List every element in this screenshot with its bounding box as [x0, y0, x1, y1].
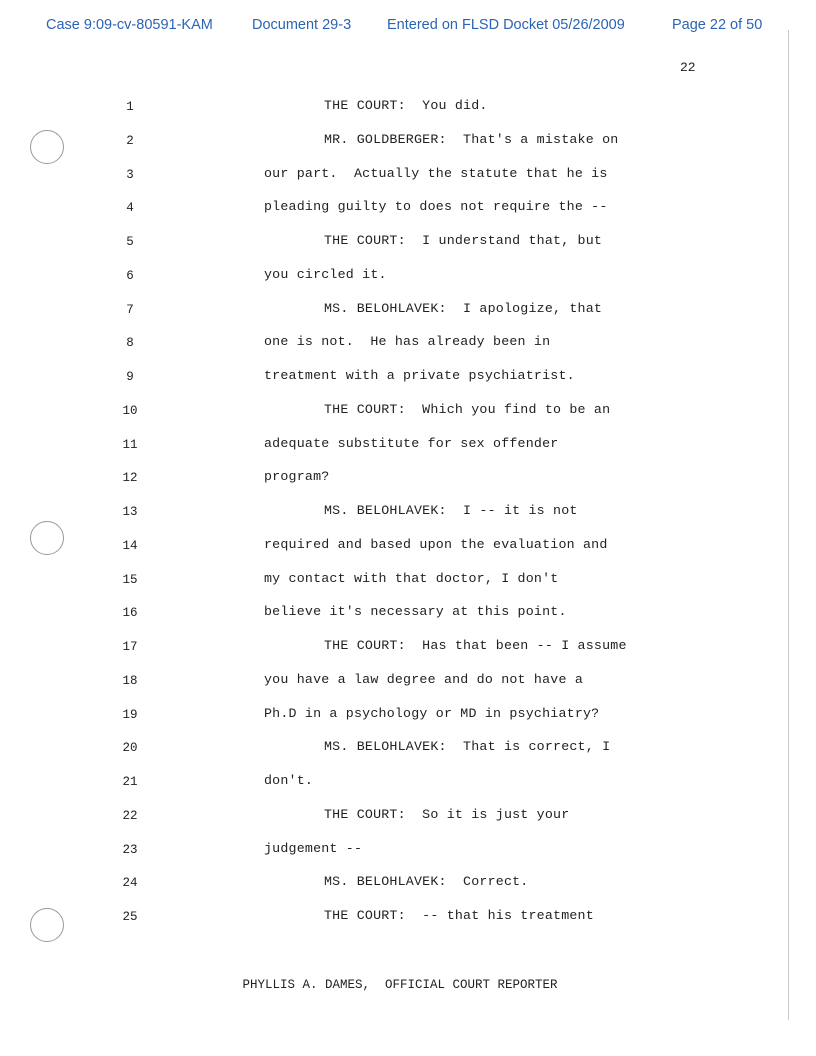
line-text: THE COURT: I understand that, but	[324, 233, 603, 248]
line-text: THE COURT: Has that been -- I assume	[324, 638, 627, 653]
line-text: MS. BELOHLAVEK: I -- it is not	[324, 503, 578, 518]
court-reporter-footer: PHYLLIS A. DAMES, OFFICIAL COURT REPORTER	[242, 978, 558, 992]
line-text: program?	[264, 469, 330, 485]
right-margin-rule	[788, 30, 789, 1020]
page-of-total: Page 22 of 50	[672, 17, 763, 33]
line-number: 7	[126, 302, 134, 317]
line-text: MS. BELOHLAVEK: That is correct, I	[324, 739, 611, 755]
line-text: treatment with a private psychiatrist.	[264, 368, 575, 383]
line-number: 16	[122, 606, 138, 621]
line-number: 14	[122, 538, 138, 553]
line-text: you have a law degree and do not have a	[264, 671, 583, 687]
line-number: 4	[126, 201, 134, 216]
line-number: 12	[122, 471, 138, 486]
line-number: 23	[122, 842, 138, 857]
line-text: believe it's necessary at this point.	[264, 604, 567, 620]
line-text: THE COURT: You did.	[324, 98, 488, 113]
line-number: 13	[122, 505, 138, 519]
case-number: Case 9:09-cv-80591-KAM	[46, 17, 213, 33]
line-number: 2	[126, 133, 134, 148]
line-number: 19	[122, 707, 138, 722]
line-text: THE COURT: So it is just your	[324, 806, 570, 822]
line-text: MR. GOLDBERGER: That's a mistake on	[324, 131, 619, 147]
entered-on-docket: Entered on FLSD Docket 05/26/2009	[387, 17, 625, 33]
punch-hole-bottom	[30, 908, 64, 942]
line-text: MS. BELOHLAVEK: Correct.	[324, 874, 529, 890]
line-text: THE COURT: -- that his treatment	[324, 908, 594, 923]
line-number: 25	[122, 910, 138, 924]
line-text: our part. Actually the statute that he is	[264, 165, 608, 181]
line-number: 9	[126, 370, 134, 384]
line-text: one is not. He has already been in	[264, 334, 551, 350]
line-number: 1	[126, 100, 134, 114]
line-text: you circled it.	[264, 266, 387, 282]
line-number: 15	[122, 572, 138, 587]
line-text: judgement --	[264, 840, 363, 856]
document-number: Document 29-3	[252, 17, 352, 33]
transcript-page-number: 22	[680, 60, 696, 75]
line-number: 6	[126, 268, 134, 283]
line-number: 22	[122, 808, 138, 823]
line-number: 20	[122, 741, 138, 756]
line-text: pleading guilty to does not require the --	[264, 199, 608, 215]
line-text: my contact with that doctor, I don't	[264, 570, 559, 586]
punch-hole-top	[30, 130, 64, 164]
line-number: 17	[122, 640, 138, 654]
line-text: THE COURT: Which you find to be an	[324, 401, 611, 417]
line-text: required and based upon the evaluation and	[264, 536, 608, 552]
line-text: MS. BELOHLAVEK: I apologize, that	[324, 300, 603, 316]
line-number: 21	[122, 775, 138, 789]
line-number: 24	[122, 876, 138, 891]
line-text: adequate substitute for sex offender	[264, 435, 559, 451]
line-number: 5	[126, 235, 134, 249]
line-number: 11	[122, 437, 138, 452]
line-text: don't.	[264, 773, 314, 788]
line-number: 3	[126, 167, 134, 182]
line-number: 8	[126, 336, 134, 351]
line-number: 10	[122, 403, 138, 418]
punch-hole-middle	[30, 521, 64, 555]
line-text: Ph.D in a psychology or MD in psychiatry?	[264, 705, 600, 721]
line-number: 18	[122, 673, 138, 688]
